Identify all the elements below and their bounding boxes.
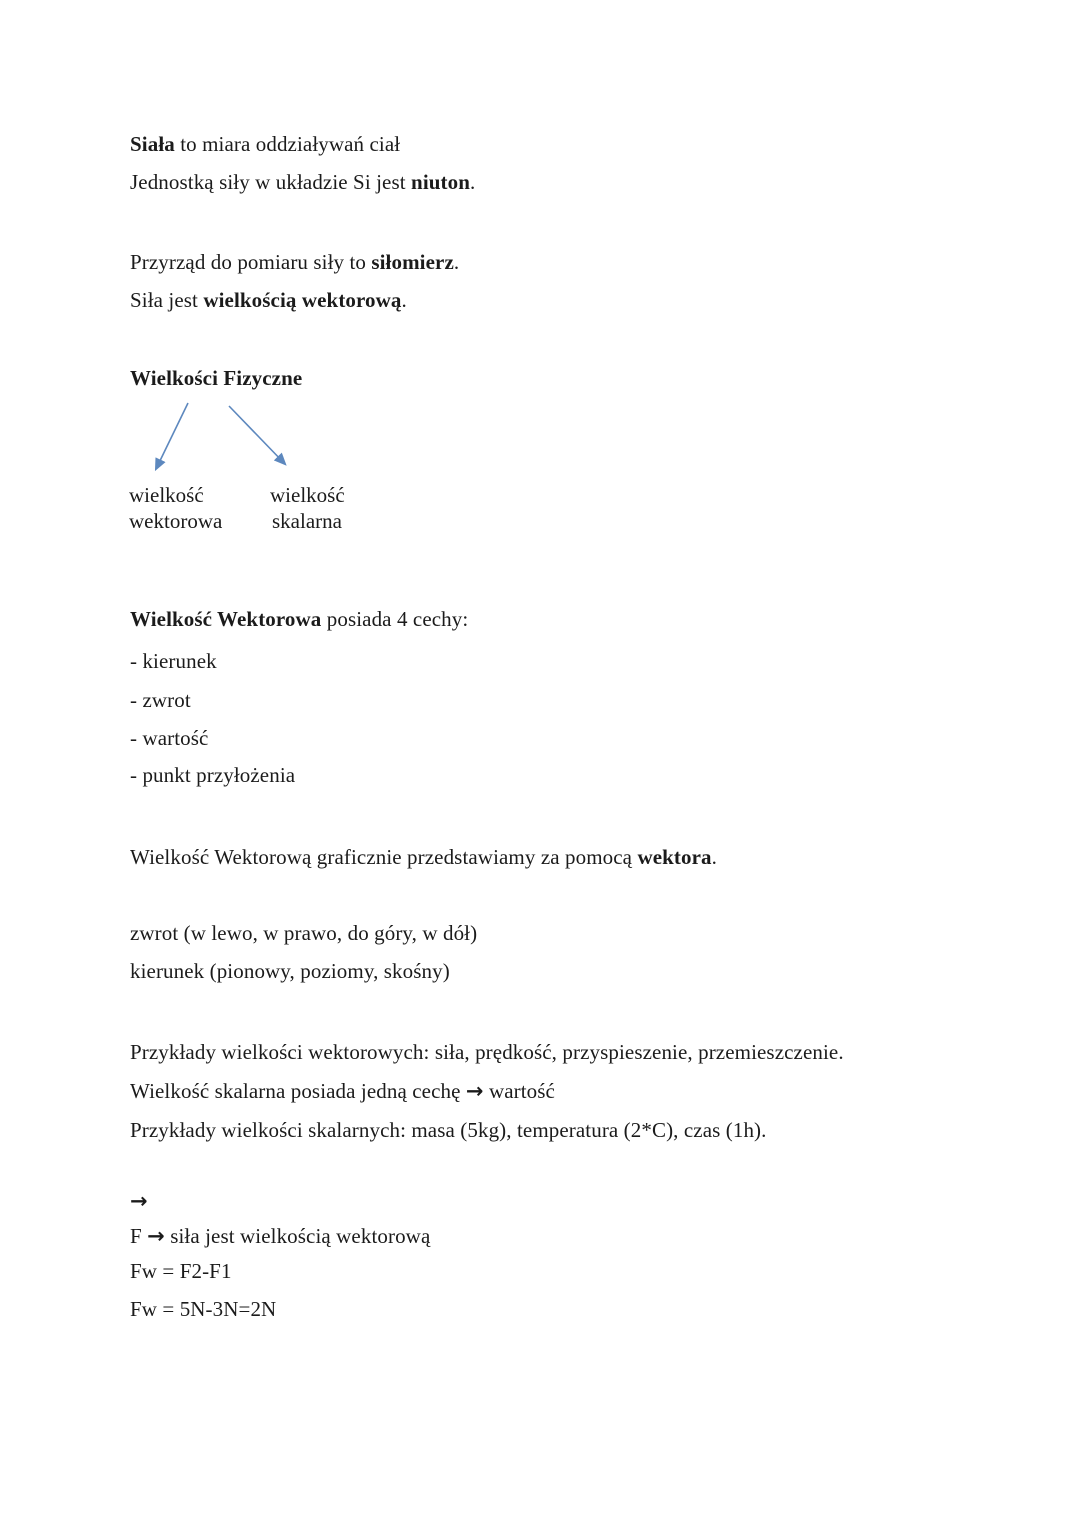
text-run: . xyxy=(401,288,407,312)
list-item-feature: - kierunek xyxy=(130,649,217,673)
paragraph-scalar-feature xyxy=(130,1079,555,1104)
label-line: wielkość xyxy=(270,483,345,507)
text-run: siła jest wielkością wektorową xyxy=(164,1224,431,1248)
diagram-heading: Wielkości Fizyczne xyxy=(130,366,303,390)
right-arrow-icon: → xyxy=(130,1189,148,1213)
bold-term: Wielkość Wektorowa xyxy=(130,607,322,631)
diagram-arrow-right-icon xyxy=(229,406,285,464)
bold-term: Siała xyxy=(130,132,175,156)
text-run: to miara oddziaływań ciał xyxy=(174,132,401,156)
text-run: wartość xyxy=(483,1079,555,1103)
text-run: . xyxy=(470,170,476,194)
text-run: F xyxy=(130,1224,148,1248)
diagram-arrows xyxy=(130,395,310,485)
paragraph-vector-representation xyxy=(130,845,717,870)
list-item-feature: - zwrot xyxy=(130,688,191,712)
paragraph-fw-formula: Fw = F2-F1 xyxy=(130,1259,232,1283)
text-run: Przyrząd do pomiaru siły to xyxy=(130,250,372,274)
text-run: Wielkość Wektorową graficznie przedstawiamy za pomocą xyxy=(130,845,638,869)
text-run: Wielkość skalarna posiada jedną cechę xyxy=(130,1079,466,1103)
paragraph-sila-definition xyxy=(130,132,400,157)
text-run: . xyxy=(711,845,717,869)
right-arrow-icon: → xyxy=(465,1079,484,1103)
text-run: Siła jest xyxy=(130,288,204,312)
paragraph-fw-values: Fw = 5N-3N=2N xyxy=(130,1297,277,1321)
label-line: wektorowa xyxy=(129,509,223,533)
right-arrow-icon: → xyxy=(147,1224,165,1248)
list-item-feature: - punkt przyłożenia xyxy=(130,763,296,787)
diagram-label-scalar xyxy=(270,482,345,534)
paragraph-vector-features-heading xyxy=(130,607,468,632)
bold-term: siłomierz xyxy=(371,250,454,274)
paragraph-si-unit xyxy=(130,170,475,195)
paragraph-sila-vector xyxy=(130,288,407,313)
list-item-feature: - wartość xyxy=(130,726,209,750)
bold-term: wielkością wektorową xyxy=(203,288,402,312)
paragraph-vector-examples: Przykłady wielkości wektorowych: siła, prędkość, przyspieszenie, przemieszczenie. xyxy=(130,1040,844,1064)
label-line: wielkość xyxy=(129,483,204,507)
text-run: posiada 4 cechy: xyxy=(321,607,469,631)
diagram-label-vector xyxy=(129,482,222,534)
text-run: . xyxy=(453,250,460,274)
text-run: Jednostką siły w układzie Si jest xyxy=(130,170,412,194)
paragraph-scalar-examples: Przykłady wielkości skalarnych: masa (5kg), temperatura (2*C), czas (1h). xyxy=(130,1118,767,1142)
paragraph-kierunek-examples: kierunek (pionowy, poziomy, skośny) xyxy=(130,959,450,983)
bold-term: niuton xyxy=(411,170,471,194)
paragraph-force-vector xyxy=(130,1224,430,1249)
paragraph-zwrot-examples: zwrot (w lewo, w prawo, do góry, w dół) xyxy=(130,921,478,945)
paragraph-silomierz xyxy=(130,250,459,275)
diagram-arrow-left-icon xyxy=(156,403,188,469)
paragraph-arrow-symbol xyxy=(130,1189,148,1214)
bold-term: wektora xyxy=(637,845,712,869)
label-line: skalarna xyxy=(272,509,342,533)
